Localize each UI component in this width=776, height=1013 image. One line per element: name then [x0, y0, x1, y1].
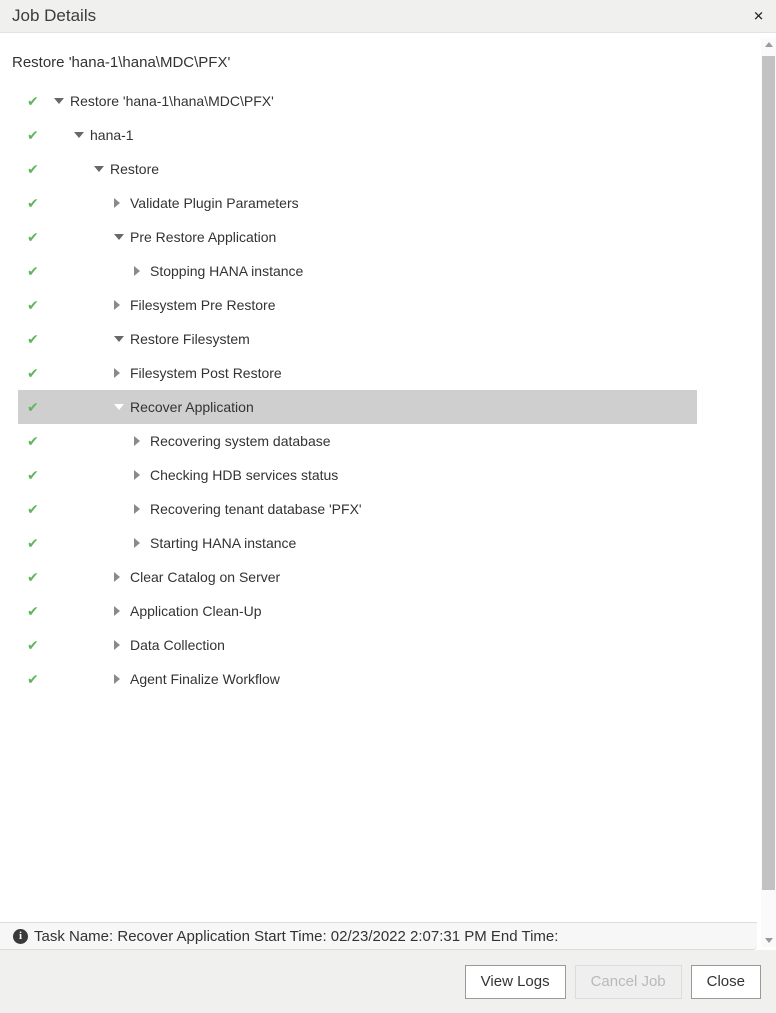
chevron-down-icon[interactable] — [54, 95, 64, 107]
tree-row[interactable] — [18, 424, 697, 458]
success-check-icon: ✔ — [27, 93, 39, 109]
dialog-header — [0, 0, 776, 33]
chevron-down-icon[interactable] — [114, 231, 124, 243]
tree-item-label: Checking HDB services status — [150, 467, 339, 483]
chevron-right-icon[interactable] — [114, 197, 124, 209]
tree-item-label: Recover Application — [130, 399, 254, 415]
tree-row[interactable] — [18, 662, 697, 696]
tree-row[interactable] — [18, 322, 697, 356]
tree-row[interactable] — [18, 220, 697, 254]
tree-item-label: Application Clean-Up — [130, 603, 262, 619]
success-check-icon: ✔ — [27, 127, 39, 143]
close-icon[interactable]: ✕ — [753, 8, 764, 24]
chevron-right-icon[interactable] — [114, 639, 124, 651]
tree-item-label: Clear Catalog on Server — [130, 569, 281, 585]
scrollbar-thumb[interactable] — [762, 56, 775, 890]
chevron-right-icon[interactable] — [134, 265, 144, 277]
tree-row[interactable] — [18, 594, 697, 628]
tree-item-label: Recovering tenant database 'PFX' — [150, 501, 362, 517]
success-check-icon: ✔ — [27, 399, 39, 415]
chevron-right-icon[interactable] — [134, 469, 144, 481]
chevron-right-icon[interactable] — [134, 435, 144, 447]
job-title: Restore 'hana-1\hana\MDC\PFX' — [12, 54, 231, 71]
dialog-footer — [0, 950, 776, 1013]
tree-row[interactable] — [18, 390, 697, 424]
info-icon: i — [13, 929, 28, 944]
tree-row[interactable] — [18, 356, 697, 390]
chevron-right-icon[interactable] — [114, 605, 124, 617]
success-check-icon: ✔ — [27, 161, 39, 177]
tree-item-label: Data Collection — [130, 637, 225, 653]
success-check-icon: ✔ — [27, 671, 39, 687]
success-check-icon: ✔ — [27, 331, 39, 347]
close-button[interactable]: Close — [691, 965, 761, 999]
success-check-icon: ✔ — [27, 433, 39, 449]
tree-row[interactable] — [18, 628, 697, 662]
tree-item-label: Filesystem Pre Restore — [130, 297, 276, 313]
tree-item-label: Restore Filesystem — [130, 331, 250, 347]
tree-row[interactable] — [18, 152, 697, 186]
chevron-right-icon[interactable] — [114, 367, 124, 379]
success-check-icon: ✔ — [27, 603, 39, 619]
chevron-right-icon[interactable] — [114, 571, 124, 583]
tree-item-label: Validate Plugin Parameters — [130, 195, 299, 211]
tree-item-label: Starting HANA instance — [150, 535, 297, 551]
tree-item-label: Filesystem Post Restore — [130, 365, 282, 381]
success-check-icon: ✔ — [27, 501, 39, 517]
success-check-icon: ✔ — [27, 569, 39, 585]
chevron-down-icon[interactable] — [114, 333, 124, 345]
success-check-icon: ✔ — [27, 365, 39, 381]
job-task-tree — [18, 84, 697, 696]
status-text: Task Name: Recover Application Start Time: 02/23/2022 2:07:31 PM End Time: — [34, 927, 559, 945]
success-check-icon: ✔ — [27, 637, 39, 653]
tree-row[interactable] — [18, 254, 697, 288]
tree-row[interactable] — [18, 186, 697, 220]
dialog-content — [0, 34, 776, 922]
tree-row[interactable] — [18, 118, 697, 152]
tree-item-label: Restore 'hana-1\hana\MDC\PFX' — [70, 93, 274, 109]
tree-item-label: hana-1 — [90, 127, 134, 143]
tree-row[interactable] — [18, 458, 697, 492]
scroll-up-arrow-icon[interactable] — [761, 38, 776, 52]
tree-row[interactable] — [18, 560, 697, 594]
tree-item-label: Recovering system database — [150, 433, 331, 449]
vertical-scrollbar[interactable] — [761, 38, 776, 947]
dialog-title: Job Details — [12, 6, 97, 25]
tree-row[interactable] — [18, 288, 697, 322]
tree-row[interactable] — [18, 526, 697, 560]
chevron-right-icon[interactable] — [114, 673, 124, 685]
success-check-icon: ✔ — [27, 297, 39, 313]
scroll-down-arrow-icon[interactable] — [761, 933, 776, 947]
tree-item-label: Pre Restore Application — [130, 229, 277, 245]
chevron-down-icon[interactable] — [94, 163, 104, 175]
tree-item-label: Agent Finalize Workflow — [130, 671, 280, 687]
chevron-down-icon[interactable] — [74, 129, 84, 141]
success-check-icon: ✔ — [27, 535, 39, 551]
success-check-icon: ✔ — [27, 263, 39, 279]
chevron-right-icon[interactable] — [134, 537, 144, 549]
status-bar — [0, 922, 757, 950]
chevron-right-icon[interactable] — [114, 299, 124, 311]
success-check-icon: ✔ — [27, 195, 39, 211]
success-check-icon: ✔ — [27, 229, 39, 245]
chevron-down-icon[interactable] — [114, 401, 124, 413]
tree-item-label: Restore — [110, 161, 160, 177]
tree-row[interactable] — [18, 84, 697, 118]
view-logs-button[interactable]: View Logs — [465, 965, 566, 999]
tree-item-label: Stopping HANA instance — [150, 263, 304, 279]
tree-row[interactable] — [18, 492, 697, 526]
success-check-icon: ✔ — [27, 467, 39, 483]
chevron-right-icon[interactable] — [134, 503, 144, 515]
cancel-job-button[interactable]: Cancel Job — [575, 965, 682, 999]
